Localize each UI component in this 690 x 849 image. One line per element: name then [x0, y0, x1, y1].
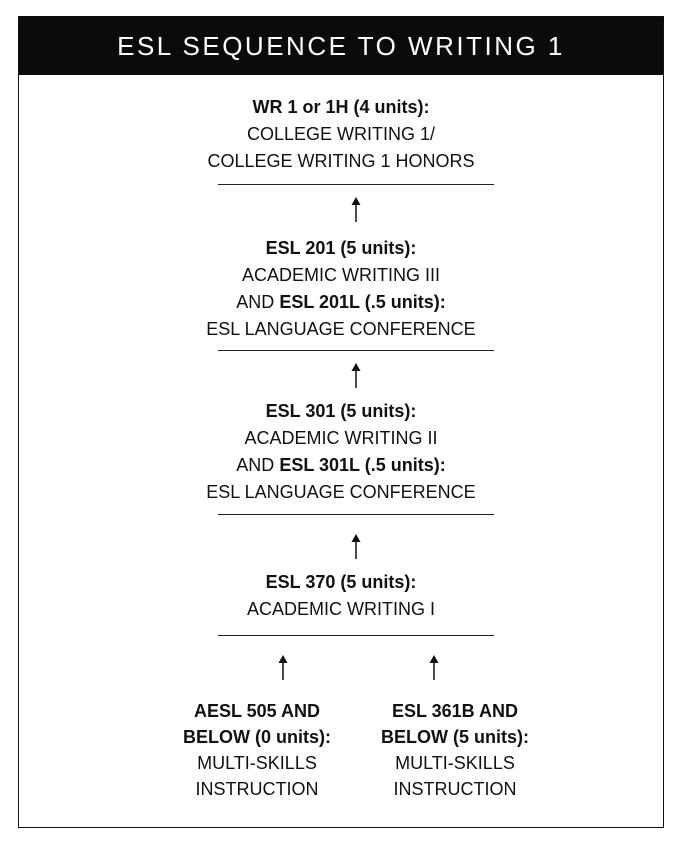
node-esl201-line-last: ESL LANGUAGE CONFERENCE: [206, 319, 476, 339]
node-esl370-heading: ESL 370 (5 units):: [265, 572, 417, 592]
node-esl361b-heading-1: ESL 361B AND: [391, 701, 519, 721]
node-esl201: [19, 235, 663, 343]
node-wr1-line-2: COLLEGE WRITING 1 HONORS: [207, 151, 475, 171]
node-esl370: [19, 569, 663, 623]
node-aesl505-line-1: MULTI-SKILLS: [197, 753, 317, 773]
divider-rule: [218, 350, 494, 351]
node-esl370-line-1: ACADEMIC WRITING I: [247, 599, 435, 619]
divider-rule: [218, 184, 494, 185]
node-esl361b-line-1: MULTI-SKILLS: [395, 753, 515, 773]
divider-rule: [218, 635, 494, 636]
node-wr1: [19, 94, 663, 175]
node-wr1-heading: WR 1 or 1H (4 units):: [252, 97, 430, 117]
node-esl301: [19, 398, 663, 506]
node-esl301-and-prefix: AND: [236, 455, 280, 475]
node-esl301-heading: ESL 301 (5 units):: [265, 401, 417, 421]
node-esl201-heading: ESL 201 (5 units):: [265, 238, 417, 258]
node-wr1-line-1: COLLEGE WRITING 1/: [246, 124, 436, 144]
diagram-frame: [18, 16, 664, 828]
node-aesl505-heading-1: AESL 505 AND: [193, 701, 321, 721]
node-aesl505: [147, 698, 367, 802]
node-aesl505-line-2: INSTRUCTION: [195, 779, 319, 799]
up-arrow-icon: [276, 655, 290, 681]
diagram-title: ESL SEQUENCE TO WRITING 1: [19, 17, 663, 75]
node-esl201-line-1: ACADEMIC WRITING III: [242, 265, 440, 285]
node-esl361b: [345, 698, 565, 802]
up-arrow-icon: [427, 655, 441, 681]
up-arrow-icon: [349, 197, 363, 223]
node-esl361b-heading-2: BELOW (5 units):: [381, 727, 529, 747]
node-esl201-lab: ESL 201L (.5 units):: [279, 292, 446, 312]
node-esl361b-line-2: INSTRUCTION: [393, 779, 517, 799]
divider-rule: [218, 514, 494, 515]
node-esl301-line-1: ACADEMIC WRITING II: [244, 428, 438, 448]
node-aesl505-heading-2: BELOW (0 units):: [183, 727, 331, 747]
up-arrow-icon: [349, 534, 363, 560]
node-esl301-lab: ESL 301L (.5 units):: [279, 455, 446, 475]
node-esl301-line-last: ESL LANGUAGE CONFERENCE: [206, 482, 476, 502]
up-arrow-icon: [349, 363, 363, 389]
node-esl201-and-prefix: AND: [236, 292, 280, 312]
